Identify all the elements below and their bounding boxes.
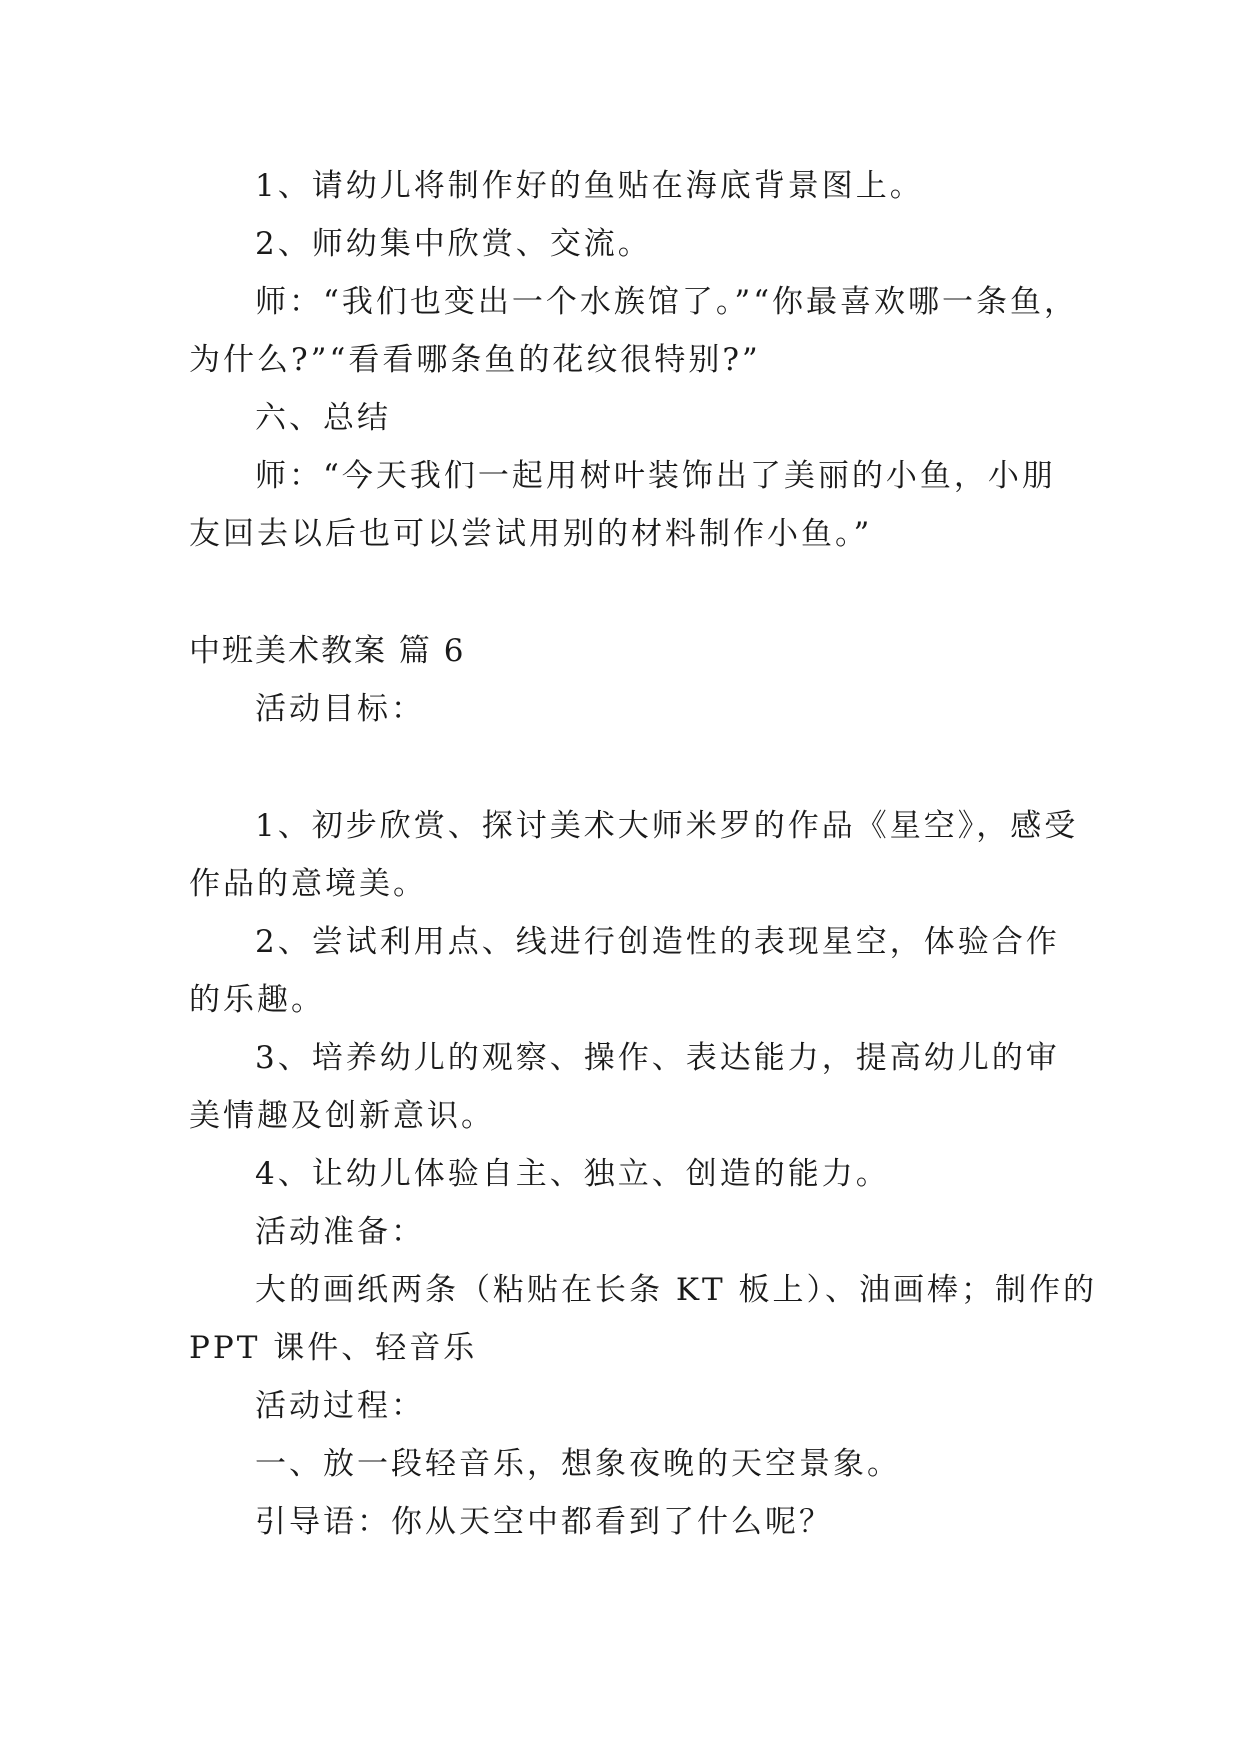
paragraph-line: 作品的意境美。 [189, 866, 427, 902]
paragraph-line: 2、师幼集中欣赏、交流。 [255, 226, 652, 262]
paragraph-line: 师：“我们也变出一个水族馆了。”“你最喜欢哪一条鱼， [255, 284, 1079, 320]
paragraph-line: 一、放一段轻音乐，想象夜晚的天空景象。 [255, 1446, 901, 1482]
paragraph-line: 1、请幼儿将制作好的鱼贴在海底背景图上。 [255, 168, 924, 204]
paragraph-line: 大的画纸两条（粘贴在长条 KT 板上）、油画棒；制作的 [255, 1272, 1098, 1308]
paragraph-line: 2、尝试利用点、线进行创造性的表现星空，体验合作 [255, 924, 1060, 960]
paragraph-line: PPT 课件、轻音乐 [189, 1330, 478, 1366]
paragraph-line: 3、培养幼儿的观察、操作、表达能力，提高幼儿的审 [255, 1040, 1060, 1076]
section-heading: 活动过程： [255, 1388, 425, 1424]
document-heading: 中班美术教案 篇 6 [189, 633, 466, 669]
paragraph-line: 引导语：你从天空中都看到了什么呢？ [255, 1504, 833, 1540]
section-heading: 活动准备： [255, 1214, 425, 1250]
paragraph-line: 友回去以后也可以尝试用别的材料制作小鱼。” [189, 516, 873, 552]
section-heading: 活动目标： [255, 691, 425, 727]
paragraph-line: 为什么?”“看看哪条鱼的花纹很特别?” [189, 342, 761, 378]
section-heading: 六、总结 [255, 400, 391, 436]
paragraph-line: 美情趣及创新意识。 [189, 1098, 495, 1134]
paragraph-line: 1、初步欣赏、探讨美术大师米罗的作品《星空》，感受 [255, 808, 1079, 844]
paragraph-line: 的乐趣。 [189, 982, 325, 1018]
paragraph-line: 师：“今天我们一起用树叶装饰出了美丽的小鱼，小朋 [255, 458, 1056, 494]
paragraph-line: 4、让幼儿体验自主、独立、创造的能力。 [255, 1156, 890, 1192]
